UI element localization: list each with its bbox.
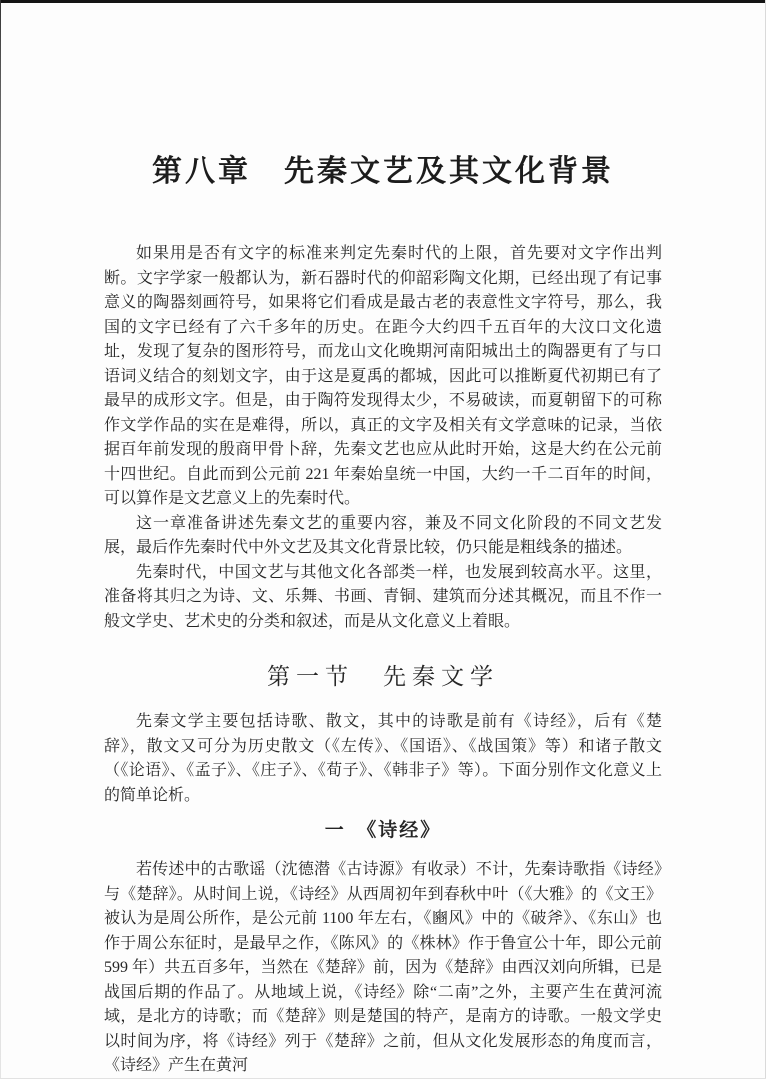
intro-paragraph-2: 这一章准备讲述先秦文艺的重要内容，兼及不同文化阶段的不同文艺发展，最后作先秦时代中外文艺及其文化背景比较，仍只能是粗线条的描述。 [104, 514, 662, 556]
chapter-title: 第八章 先秦文艺及其文化背景 [152, 155, 614, 188]
section-paragraph-1: 先秦文学主要包括诗歌、散文，其中的诗歌是前有《诗经》，后有《楚辞》，散文又可分为历史散文（《左传》、《国语》、《战国策》等）和诸子散文（《论语》、《孟子》、《庄子》、《荀子》、《韩非子》等）。下面分别作文化意义上的简单论析。 [104, 713, 662, 804]
scan-edge-left [0, 0, 1, 1079]
intro-paragraph-1: 如果用是否有文字的标准来判定先秦时代的上限，首先要对文字作出判断。文字学家一般都认为，新石器时代的仰韶彩陶文化期，已经出现了有记事意义的陶器刻画符号，如果将它们看成是最古老的表意性文字符号，那么，我国的文字已经有了六千多年的历史。在距今大约四千五百年的大汶口文化遗址，发现了复杂的图形符号，而龙山文化晚期河南阳城出土的陶器更有了与口语词义结合的刻划文字，由于这是夏禹的都城，因此可以推断夏代初期已有了最早的成形文字。但是，由于陶符发现得太少，不易破读，而夏朝留下的可称作文学作品的实在是难得，所以，真正的文字及相关有文学意味的记录，当依据百年前发现的殷商甲骨卜辞，先秦文艺也应从此时开始，这是大约在公元前十四世纪。自此而到公元前 221 年秦始皇统一中国，大约一千二百年的时间，可以算作是文艺意义上的先秦时代。 [104, 245, 662, 507]
intro-paragraph-3: 先秦时代，中国文艺与其他文化各部类一样，也发展到较高水平。这里，准备将其归之为诗、文、乐舞、书画、青铜、建筑而分述其概况，而且不作一般文学史、艺术史的分类和叙述，而是从文化意义上着眼。 [104, 563, 662, 630]
subsection-paragraph-1: 若传述中的古歌谣（沈德潜《古诗源》有收录）不计，先秦诗歌指《诗经》与《楚辞》。从时间上说，《诗经》从西周初年到春秋中叶（《大雅》的《文王》被认为是周公所作，是公元前 1100 年左右，《豳风》中的《破斧》、《东山》也作于周公东征时，是最早之作，《陈风》的《株林》作于鲁宣公十年，即公元前 599 年）共五百多年，当然在《楚辞》前，因为《楚辞》由西汉刘向所辑，已是战国后期的作品了。从地域上说，《诗经》除“二南”之外，主要产生在黄河流域，是北方的诗歌；而《楚辞》则是楚国的特产，是南方的诗歌。一般文学史以时间为序，将《诗经》列于《楚辞》之前，但从文化发展形态的角度而言，《诗经》产生在黄河 [104, 861, 662, 1074]
subsection-title: 一 《诗经》 [324, 820, 442, 841]
section-title: 第一节 先秦文学 [267, 664, 499, 689]
page-content [104, 0, 662, 1079]
